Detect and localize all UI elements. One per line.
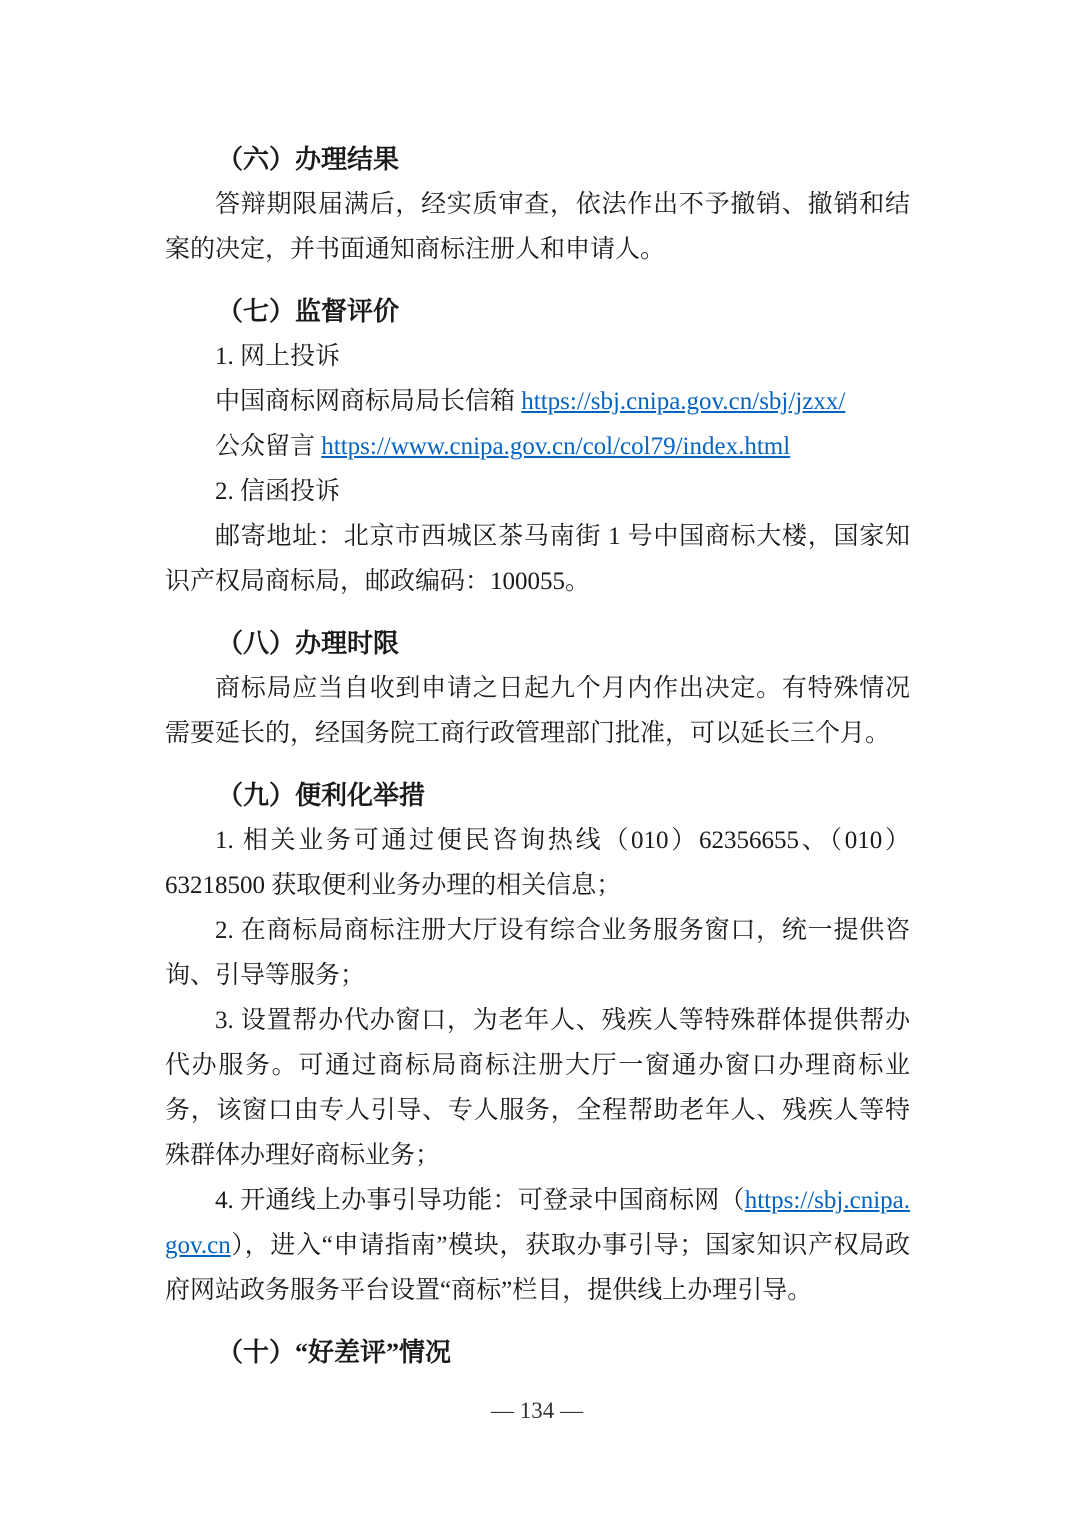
section-8-heading: （八）办理时限: [217, 629, 400, 658]
section-10-heading: （十）“好差评”情况: [217, 1338, 452, 1367]
letter-complaint-item: 2. 信函投诉: [215, 478, 341, 505]
director-mailbox-line: [165, 379, 910, 424]
section-8-paragraph: 商标局应当自收到申请之日起九个月内作出决定。有特殊情况需要延长的，经国务院工商行政管理部门批准，可以延长三个月。: [165, 675, 910, 747]
section-6-paragraph: 答辩期限届满后，经实质审查，依法作出不予撤销、撤销和结案的决定，并书面通知商标注册人和申请人。: [165, 191, 910, 263]
public-message-link[interactable]: https://www.cnipa.gov.cn/col/col79/index.html: [321, 433, 791, 460]
page-footer: [0, 1396, 1074, 1426]
director-mailbox-label: 中国商标网商标局局长信箱: [215, 388, 522, 415]
hotline-item: 1. 相关业务可通过便民咨询热线（010）62356655、（010）63218500 获取便利业务办理的相关信息；: [165, 827, 910, 899]
online-guide-item: [165, 1178, 910, 1313]
online-guide-prefix: 4. 开通线上办事引导功能：可登录中国商标网（: [215, 1187, 745, 1214]
mailing-address-paragraph: 邮寄地址：北京市西城区茶马南街 1 号中国商标大楼，国家知识产权局商标局，邮政编码：100055。: [165, 523, 910, 595]
trademark-site-link[interactable]: https://sbj.cnipa.gov.cn: [165, 1187, 910, 1259]
section-9-heading: （九）便利化举措: [217, 781, 426, 810]
section-7-heading: （七）监督评价: [217, 297, 400, 326]
service-window-item: 2. 在商标局商标注册大厅设有综合业务服务窗口，统一提供咨询、引导等服务；: [165, 917, 910, 989]
public-message-line: [165, 424, 910, 469]
director-mailbox-link[interactable]: https://sbj.cnipa.gov.cn/sbj/jzxx/: [521, 388, 846, 415]
section-6-heading: （六）办理结果: [217, 145, 400, 174]
public-message-label: 公众留言: [215, 433, 322, 460]
online-guide-suffix: ），进入“申请指南”模块，获取办事引导；国家知识产权局政府网站政务服务平台设置“商标”栏目，提供线上办理引导。: [165, 1232, 910, 1304]
assist-window-item: 3. 设置帮办代办窗口，为老年人、残疾人等特殊群体提供帮办代办服务。可通过商标局商标注册大厅一窗通办窗口办理商标业务，该窗口由专人引导、专人服务，全程帮助老年人、残疾人等特殊群体办理好商标业务；: [165, 1007, 910, 1169]
document-content: [165, 120, 910, 1375]
online-complaint-item: 1. 网上投诉: [215, 343, 341, 370]
page-number: — 134 —: [491, 1398, 583, 1423]
